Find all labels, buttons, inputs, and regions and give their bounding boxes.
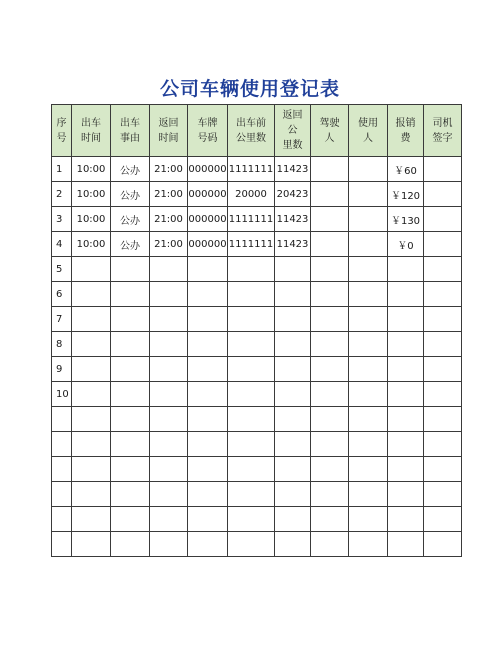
table-cell xyxy=(388,282,424,307)
table-cell xyxy=(188,307,228,332)
table-cell: 20000 xyxy=(228,182,275,207)
table-cell: 11423 xyxy=(275,207,311,232)
column-header-line: 费 xyxy=(400,132,411,144)
table-cell xyxy=(275,432,311,457)
table-cell xyxy=(150,507,188,532)
table-cell: 4 xyxy=(52,232,72,257)
column-header-line: 号码 xyxy=(197,132,218,144)
table-cell: 公办 xyxy=(111,232,150,257)
table-cell: ￥130 xyxy=(388,207,424,232)
table-cell xyxy=(349,332,388,357)
table-cell xyxy=(311,457,349,482)
table-row xyxy=(52,407,462,432)
table-cell xyxy=(349,232,388,257)
table-cell xyxy=(111,382,150,407)
column-header-line: 号 xyxy=(56,132,67,144)
table-cell xyxy=(72,357,111,382)
column-header xyxy=(424,105,462,157)
table-cell xyxy=(349,307,388,332)
table-row xyxy=(52,307,462,332)
table-cell: 公办 xyxy=(111,157,150,182)
table-cell xyxy=(424,257,462,282)
table-cell xyxy=(52,457,72,482)
table-cell xyxy=(311,307,349,332)
table-cell xyxy=(388,357,424,382)
table-cell xyxy=(72,457,111,482)
column-header-line: 序 xyxy=(56,117,67,129)
table-cell xyxy=(150,282,188,307)
column-header-line: 公里数 xyxy=(236,132,266,144)
table-cell xyxy=(349,532,388,557)
table-row xyxy=(52,457,462,482)
table-cell xyxy=(424,457,462,482)
table-row xyxy=(52,382,462,407)
table-cell xyxy=(388,457,424,482)
table-cell: 20423 xyxy=(275,182,311,207)
column-header xyxy=(388,105,424,157)
table-cell xyxy=(228,307,275,332)
table-cell xyxy=(111,532,150,557)
table-cell xyxy=(52,507,72,532)
column-header-line: 时间 xyxy=(81,132,101,144)
table-cell xyxy=(349,157,388,182)
table-cell: 21:00 xyxy=(150,207,188,232)
table-cell: 000000 xyxy=(188,182,228,207)
table-cell xyxy=(424,532,462,557)
column-header-line: 出车前 xyxy=(236,117,266,129)
table-cell: 10:00 xyxy=(72,182,111,207)
table-cell xyxy=(275,507,311,532)
table-cell xyxy=(311,432,349,457)
table-cell: 10:00 xyxy=(72,207,111,232)
table-cell xyxy=(424,207,462,232)
table-cell xyxy=(111,482,150,507)
table-cell xyxy=(311,157,349,182)
table-cell xyxy=(311,407,349,432)
column-header-line: 车牌 xyxy=(197,117,218,129)
table-cell xyxy=(188,432,228,457)
table-header-row xyxy=(52,105,462,157)
table-cell xyxy=(228,507,275,532)
table-cell xyxy=(72,532,111,557)
table-cell xyxy=(150,457,188,482)
table-cell: 21:00 xyxy=(150,157,188,182)
table-cell: 1111111 xyxy=(228,232,275,257)
table-cell xyxy=(52,532,72,557)
table-cell xyxy=(188,257,228,282)
column-header-line: 里数 xyxy=(282,140,303,151)
table-cell xyxy=(72,257,111,282)
table-cell xyxy=(349,257,388,282)
column-header-line: 签字 xyxy=(432,132,453,144)
table-row xyxy=(52,357,462,382)
table-cell xyxy=(72,482,111,507)
table-cell xyxy=(311,382,349,407)
table-cell xyxy=(311,332,349,357)
table-cell xyxy=(349,432,388,457)
table-cell: 8 xyxy=(52,332,72,357)
table-cell xyxy=(275,457,311,482)
column-header xyxy=(275,105,311,157)
table-cell: 1111111 xyxy=(228,157,275,182)
table-cell xyxy=(52,407,72,432)
table-cell xyxy=(188,457,228,482)
table-cell xyxy=(72,382,111,407)
table-row xyxy=(52,507,462,532)
table-cell xyxy=(111,507,150,532)
table-cell xyxy=(311,257,349,282)
table-row xyxy=(52,532,462,557)
column-header xyxy=(349,105,388,157)
table-cell: ￥60 xyxy=(388,157,424,182)
table-cell xyxy=(349,182,388,207)
table-cell: 1 xyxy=(52,157,72,182)
table-cell: 000000 xyxy=(188,157,228,182)
table-cell xyxy=(388,407,424,432)
page-title: 公司车辆使用登记表 xyxy=(159,78,340,100)
column-header-line: 公 xyxy=(287,125,298,136)
table-cell: 2 xyxy=(52,182,72,207)
table-cell xyxy=(311,482,349,507)
table-cell xyxy=(311,182,349,207)
table-cell xyxy=(150,357,188,382)
table-cell xyxy=(424,507,462,532)
table-cell xyxy=(111,257,150,282)
table-cell: 公办 xyxy=(111,207,150,232)
column-header xyxy=(150,105,188,157)
column-header-line: 人 xyxy=(324,132,335,144)
table-cell xyxy=(72,507,111,532)
column-header-line: 返回 xyxy=(158,117,179,129)
column-header-line: 使用 xyxy=(358,117,378,129)
table-cell xyxy=(150,382,188,407)
table-cell xyxy=(72,432,111,457)
table-cell xyxy=(188,382,228,407)
table-cell xyxy=(111,332,150,357)
table-cell xyxy=(388,532,424,557)
table-row xyxy=(52,207,462,232)
table-cell xyxy=(275,282,311,307)
table-cell xyxy=(150,332,188,357)
table-cell xyxy=(72,282,111,307)
table-cell: 21:00 xyxy=(150,182,188,207)
table-cell xyxy=(424,307,462,332)
table-cell xyxy=(228,432,275,457)
table-cell xyxy=(150,407,188,432)
table-cell: 1111111 xyxy=(228,207,275,232)
table-cell xyxy=(388,507,424,532)
table-cell xyxy=(275,482,311,507)
table-cell xyxy=(311,232,349,257)
table-cell xyxy=(424,407,462,432)
table-cell xyxy=(388,307,424,332)
table-cell xyxy=(388,432,424,457)
column-header-line: 出车 xyxy=(81,117,101,129)
table-cell: 7 xyxy=(52,307,72,332)
table-cell xyxy=(228,532,275,557)
table-cell xyxy=(311,207,349,232)
table-cell xyxy=(349,282,388,307)
table-cell: 5 xyxy=(52,257,72,282)
table-cell: 11423 xyxy=(275,157,311,182)
table-row xyxy=(52,232,462,257)
table-cell xyxy=(72,332,111,357)
table-row xyxy=(52,182,462,207)
table-row xyxy=(52,282,462,307)
table-cell xyxy=(111,282,150,307)
table-cell xyxy=(424,382,462,407)
table-cell xyxy=(424,482,462,507)
column-header xyxy=(228,105,275,157)
table-cell xyxy=(150,257,188,282)
table-cell xyxy=(188,532,228,557)
table-cell xyxy=(424,157,462,182)
table-cell xyxy=(424,357,462,382)
table-cell xyxy=(275,382,311,407)
table-cell xyxy=(188,407,228,432)
column-header xyxy=(188,105,228,157)
table-row xyxy=(52,432,462,457)
table-cell xyxy=(349,357,388,382)
table-cell xyxy=(275,257,311,282)
table-body xyxy=(52,157,462,557)
column-header-line: 司机 xyxy=(432,117,453,129)
table-cell xyxy=(111,407,150,432)
column-header-line: 出车 xyxy=(120,117,140,129)
column-header xyxy=(52,105,72,157)
table-cell xyxy=(150,307,188,332)
table-cell xyxy=(111,432,150,457)
column-header-line: 事由 xyxy=(120,132,140,144)
table-cell xyxy=(424,282,462,307)
table-cell xyxy=(228,257,275,282)
table-cell xyxy=(150,482,188,507)
table-cell xyxy=(72,407,111,432)
table-cell xyxy=(311,282,349,307)
table-cell xyxy=(52,482,72,507)
table-cell xyxy=(275,357,311,382)
table-cell xyxy=(388,257,424,282)
table-cell: 6 xyxy=(52,282,72,307)
table-cell: 9 xyxy=(52,357,72,382)
table-cell xyxy=(228,382,275,407)
table-cell xyxy=(349,382,388,407)
table-cell xyxy=(188,482,228,507)
table-cell: 10:00 xyxy=(72,157,111,182)
column-header xyxy=(72,105,111,157)
table-cell: 11423 xyxy=(275,232,311,257)
table-cell xyxy=(349,482,388,507)
table-cell xyxy=(150,532,188,557)
table-cell xyxy=(349,457,388,482)
table-cell xyxy=(228,282,275,307)
table-cell xyxy=(228,457,275,482)
table-cell xyxy=(424,432,462,457)
table-cell xyxy=(111,357,150,382)
table-cell: 000000 xyxy=(188,207,228,232)
table-cell xyxy=(275,307,311,332)
table-cell xyxy=(52,432,72,457)
table-row xyxy=(52,482,462,507)
column-header-line: 报销 xyxy=(395,117,416,129)
table-cell xyxy=(349,207,388,232)
table-cell xyxy=(311,532,349,557)
table-cell xyxy=(424,232,462,257)
table-cell xyxy=(228,332,275,357)
table-cell xyxy=(349,407,388,432)
table-cell xyxy=(188,332,228,357)
table-cell xyxy=(275,407,311,432)
table-cell xyxy=(424,182,462,207)
table-cell xyxy=(72,307,111,332)
table-row xyxy=(52,332,462,357)
table-cell xyxy=(150,432,188,457)
table-cell xyxy=(349,507,388,532)
table-cell xyxy=(311,507,349,532)
table-cell xyxy=(228,407,275,432)
table-cell: ￥0 xyxy=(388,232,424,257)
table-cell: 10 xyxy=(52,382,72,407)
column-header-line: 时间 xyxy=(158,132,179,144)
table-cell xyxy=(228,482,275,507)
table-cell xyxy=(188,357,228,382)
table-cell xyxy=(424,332,462,357)
column-header-line: 返回 xyxy=(282,110,303,121)
table-cell xyxy=(388,382,424,407)
table-cell: 000000 xyxy=(188,232,228,257)
table-cell xyxy=(111,307,150,332)
table-cell: 3 xyxy=(52,207,72,232)
table-cell: ￥120 xyxy=(388,182,424,207)
column-header xyxy=(111,105,150,157)
table-cell xyxy=(111,457,150,482)
table-cell xyxy=(388,332,424,357)
table-cell: 21:00 xyxy=(150,232,188,257)
table-cell xyxy=(228,357,275,382)
table-cell xyxy=(188,507,228,532)
column-header-line: 人 xyxy=(363,132,373,144)
table-cell xyxy=(388,482,424,507)
table-row xyxy=(52,257,462,282)
table-cell xyxy=(275,532,311,557)
column-header-line: 驾驶 xyxy=(319,117,340,129)
table-cell: 公办 xyxy=(111,182,150,207)
column-header xyxy=(311,105,349,157)
table-row xyxy=(52,157,462,182)
table-cell xyxy=(311,357,349,382)
table-cell xyxy=(275,332,311,357)
table-cell xyxy=(188,282,228,307)
vehicle-log-table xyxy=(51,104,462,557)
table-cell: 10:00 xyxy=(72,232,111,257)
